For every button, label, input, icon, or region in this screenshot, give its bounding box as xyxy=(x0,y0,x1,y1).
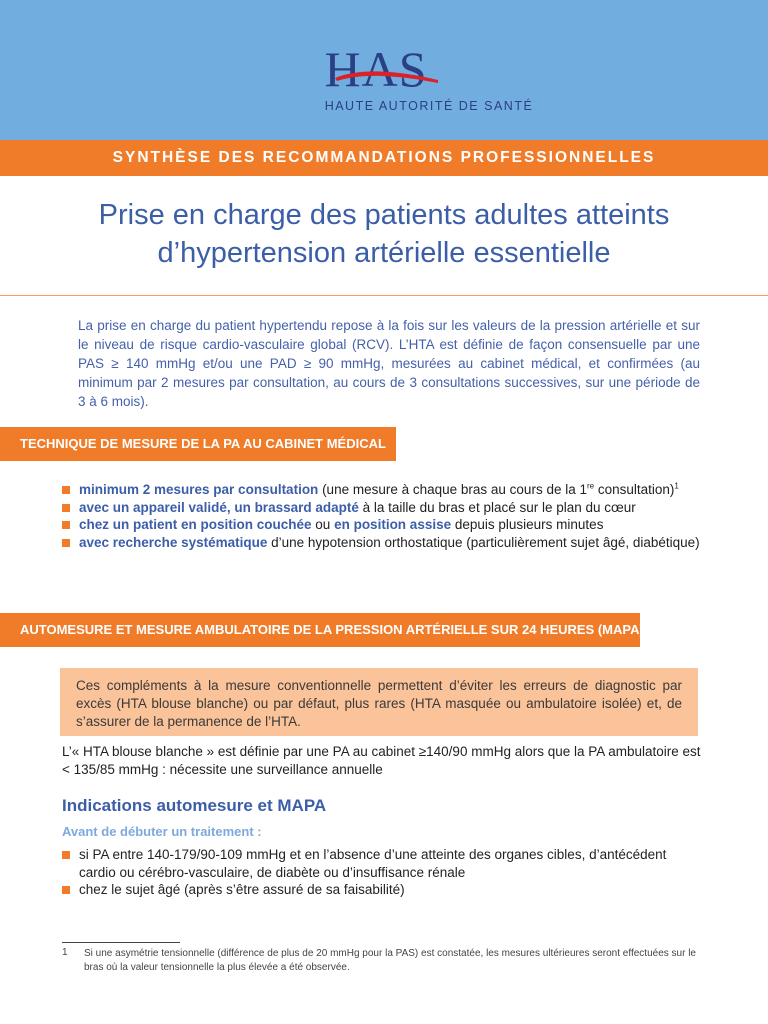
has-logo xyxy=(0,40,768,100)
header-band xyxy=(0,0,768,140)
footnote-divider xyxy=(62,942,180,943)
white-coat-definition: L’« HTA blouse blanche » est définie par une PA au cabinet ≥140/90 mmHg alors que la PA ambulatoire est < 135/85 mmHg : nécessite une surveillance annuelle xyxy=(62,744,701,777)
section-heading-ambulatory-measurement xyxy=(0,613,644,647)
title-divider xyxy=(0,295,768,296)
footnote-reference[interactable]: 1 xyxy=(674,481,679,491)
item-text: si PA entre 140-179/90-109 mmHg et en l’absence d’une atteinte des organes cibles, d’antécédent cardio ou cérébro-vasculaire, de diabète ou d’insuffisance rénale xyxy=(79,847,667,880)
measurement-technique-list xyxy=(62,481,702,551)
item-text: consultation) xyxy=(594,482,675,497)
section-heading-text: TECHNIQUE DE MESURE DE LA PA AU CABINET MÉDICAL xyxy=(20,436,386,451)
logo-text: HAS xyxy=(324,41,428,97)
page-title xyxy=(0,196,768,272)
item-text: d’une hypotension orthostatique (particulièrement sujet âgé, diabétique) xyxy=(267,534,700,550)
orange-square-bullet-icon xyxy=(62,886,70,894)
title-line-2: d’hypertension artérielle essentielle xyxy=(157,237,611,269)
orange-square-bullet-icon xyxy=(62,504,70,512)
item-text: chez le sujet âgé (après s’être assuré de sa faisabilité) xyxy=(79,882,405,897)
emphasis-text: avec un appareil validé, un brassard adapté xyxy=(79,499,359,515)
orange-square-bullet-icon xyxy=(62,851,70,859)
item-text: ou xyxy=(311,517,335,532)
footnote-text: Si une asymétrie tensionnelle (différence de plus de 20 mmHg pour la PAS) est constatée, les mesures ultérieures seront effectuées sur le bras où la valeur tensionnelle la plus élevée a été observée. xyxy=(84,948,696,973)
list-item xyxy=(62,534,702,552)
footnote-number: 1 xyxy=(62,947,68,958)
org-name: HAUTE AUTORITÉ DE SANTÉ xyxy=(324,99,534,113)
item-text: depuis plusieurs minutes xyxy=(451,517,604,532)
indications-heading: Indications automesure et MAPA xyxy=(62,796,327,815)
title-line-1: Prise en charge des patients adultes atteints xyxy=(98,199,670,231)
list-item xyxy=(62,499,702,517)
orange-square-bullet-icon xyxy=(62,539,70,547)
item-text: à la taille du bras et placé sur le plan du cœur xyxy=(358,499,636,515)
list-item xyxy=(62,881,702,899)
item-text: (une mesure à chaque bras au cours de la 1 xyxy=(318,482,587,497)
emphasis-text: en position assise xyxy=(334,517,452,532)
highlight-box: Ces compléments à la mesure conventionnelle permettent d’éviter les erreurs de diagnostic par excès (HTA blouse blanche) ou par défaut, plus rares (HTA masquée ou ambulatoire isolée) et, de s’assurer de la permanence de l’HTA. xyxy=(60,668,698,736)
emphasis-text: minimum 2 mesures par consultation xyxy=(79,482,319,497)
list-item xyxy=(62,846,702,881)
superscript: re xyxy=(586,481,595,491)
emphasis-text: chez un patient en position couchée xyxy=(79,517,312,532)
section-heading-text: AUTOMESURE ET MESURE AMBULATOIRE DE LA PRESSION ARTÉRIELLE SUR 24 HEURES (MAPA) xyxy=(20,622,644,637)
document-type-banner: SYNTHÈSE DES RECOMMANDATIONS PROFESSIONNELLES xyxy=(0,140,768,176)
list-item xyxy=(62,481,702,499)
orange-square-bullet-icon xyxy=(62,521,70,529)
section-heading-measurement-technique xyxy=(0,427,396,461)
list-item xyxy=(62,516,702,534)
indications-list xyxy=(62,846,702,899)
intro-paragraph: La prise en charge du patient hypertendu repose à la fois sur les valeurs de la pression artérielle et sur le niveau de risque cardio-vasculaire global (RCV). L’HTA est définie de façon consensuelle par une PAS ≥ 140 mmHg et/ou une PAD ≥ 90 mmHg, mesurées au cabinet médical, et confirmées (au minimum par 2 mesures par consultation, au cours de 3 consultations successives, sur une période de 3 à 6 mois). xyxy=(78,318,700,409)
emphasis-text: avec recherche systématique xyxy=(79,534,268,550)
before-treatment-subheading: Avant de débuter un traitement : xyxy=(62,824,262,839)
orange-square-bullet-icon xyxy=(62,486,70,494)
